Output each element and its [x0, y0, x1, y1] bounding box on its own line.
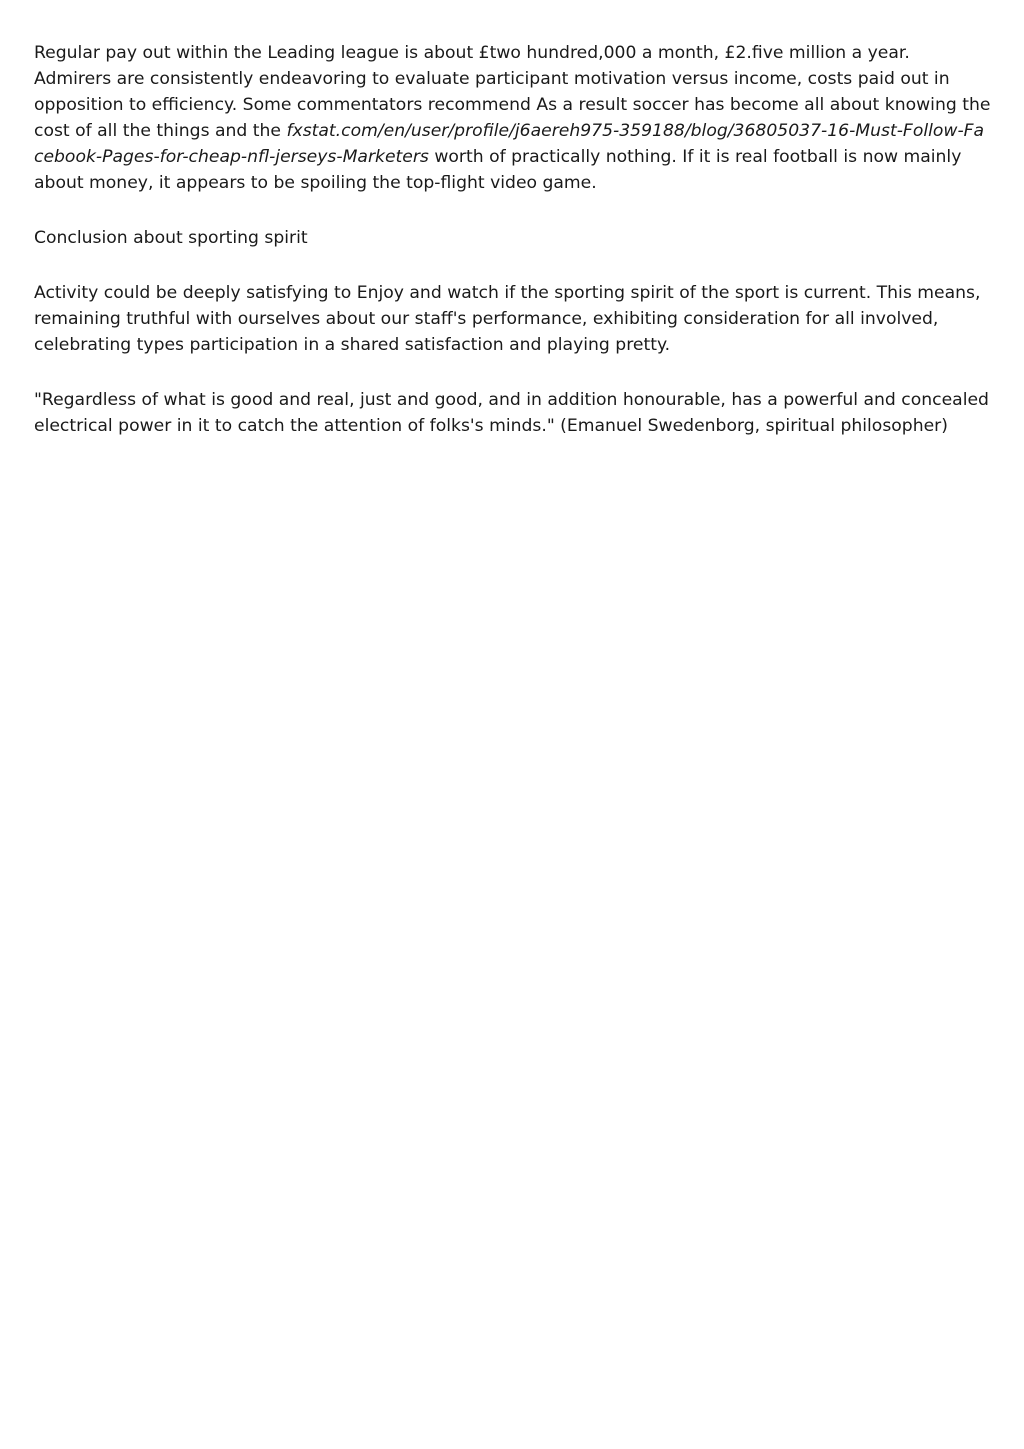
blog-link[interactable]: fxstat.com/en/user/profile/j6aereh975-359188/blog/36805037-16-Must-Follow-Facebook-Pages-for-cheap-nfl-jerseys-Marketers	[34, 121, 985, 167]
paragraph-salary-text-end: worth of practically nothing. If it is real football is now mainly about money, it appears to be spoiling the top-flight video game.	[34, 147, 962, 193]
paragraph-sporting-spirit: Activity could be deeply satisfying to Enjoy and watch if the sporting spirit of the sport is current. This means, remaining truthful with ourselves about our staff's performance, exhibiting consideration for all involved, celebrating types participation in a shared satisfaction and playing pretty.	[34, 283, 981, 355]
paragraph-salary-text-start: Regular pay out within the Leading league is about £two hundred,000 a month, £2.five million a year. Admirers are consistently endeavoring to evaluate participant motivation versus income, costs paid out in opposition to efficiency. Some commentators recommend As a result soccer has become all about knowing the cost of all the things and the	[34, 43, 991, 141]
document-body	[34, 40, 992, 468]
section-heading: Conclusion about sporting spirit	[34, 228, 308, 248]
quote-paragraph: "Regardless of what is good and real, just and good, and in addition honourable, has a powerful and concealed electrical power in it to catch the attention of folks's minds." (Emanuel Swedenborg, spiritual philosopher)	[34, 390, 989, 436]
paragraph-salary	[34, 40, 992, 196]
